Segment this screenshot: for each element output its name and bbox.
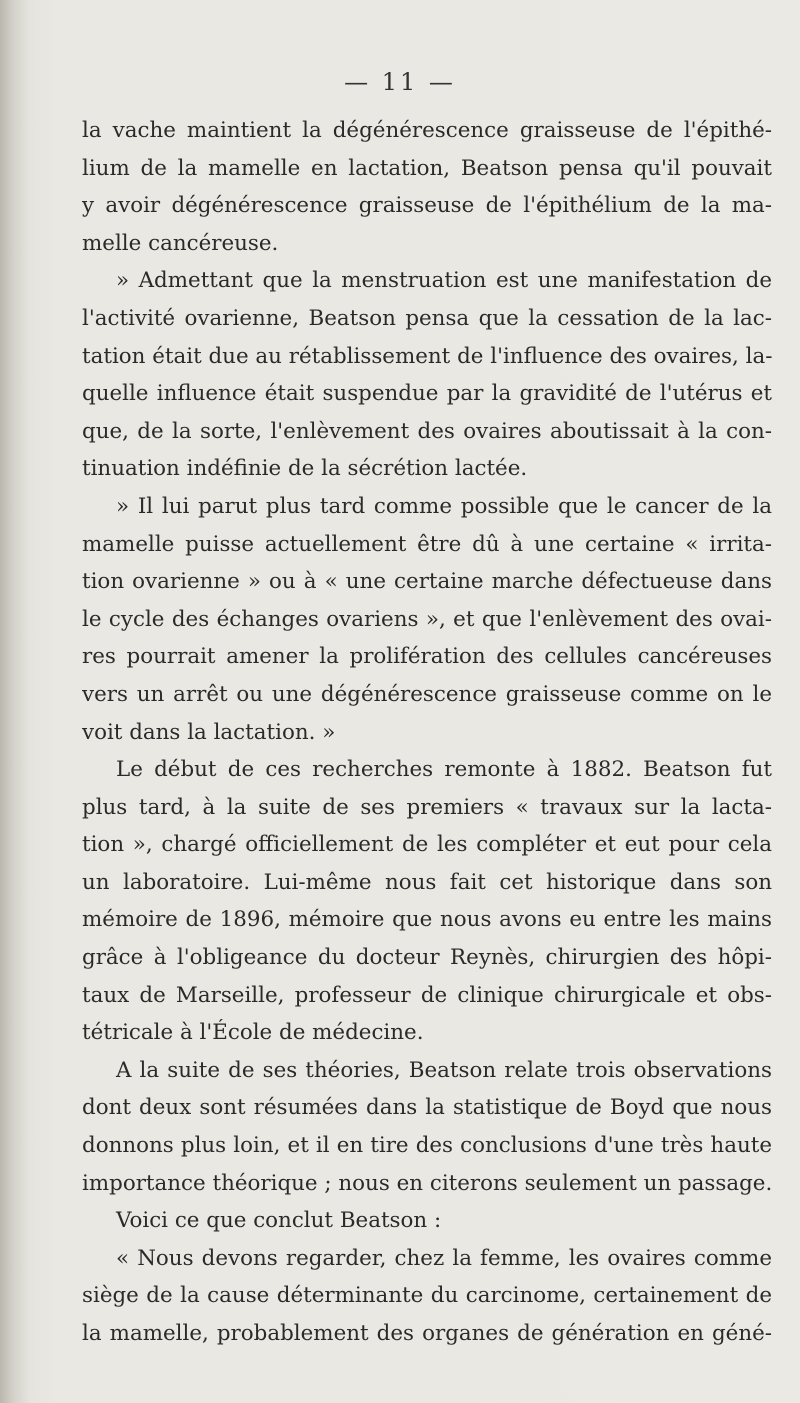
text-line: melle cancéreuse. (82, 230, 279, 256)
text-line: y avoir dégénérescence graisseuse de l'épithélium de la ma- (82, 193, 772, 219)
text-line: le cycle des échanges ovariens », et que l'enlèvement des ovai- (82, 606, 772, 632)
text-line: voit dans la lactation. » (82, 719, 336, 745)
text-line: » Admettant que la menstruation est une manifestation de (116, 268, 772, 294)
text-line: A la suite de ses théories, Beatson relate trois observations (116, 1057, 772, 1083)
text-line: taux de Marseille, professeur de clinique chirurgicale et obs- (82, 982, 772, 1008)
text-line: importance théorique ; nous en citerons seulement un passage. (82, 1170, 772, 1196)
text-line: » Il lui parut plus tard comme possible que le cancer de la (116, 493, 772, 519)
body-text (82, 112, 772, 1353)
text-line: l'activité ovarienne, Beatson pensa que la cessation de la lac- (82, 305, 772, 331)
text-line: res pourrait amener la prolifération des cellules cancéreuses (82, 644, 772, 670)
text-line: « Nous devons regarder, chez la femme, les ovaires comme (116, 1245, 772, 1271)
text-line: que, de la sorte, l'enlèvement des ovaires aboutissait à la con- (82, 418, 772, 444)
text-line: vers un arrêt ou une dégénérescence graisseuse comme on le (82, 681, 772, 707)
text-line: donnons plus loin, et il en tire des conclusions d'une très haute (82, 1133, 772, 1159)
text-line: tion ovarienne » ou à « une certaine marche défectueuse dans (82, 569, 772, 595)
text-line: la mamelle, probablement des organes de génération en géné- (82, 1321, 772, 1346)
text-line: mamelle puisse actuellement être dû à une certaine « irrita- (82, 531, 772, 557)
text-line: tion », chargé officiellement de les compléter et eut pour cela (82, 832, 772, 858)
text-line: mémoire de 1896, mémoire que nous avons eu entre les mains (82, 907, 772, 933)
text-line: Le début de ces recherches remonte à 1882. Beatson fut (116, 757, 772, 783)
text-line: lium de la mamelle en lactation, Beatson pensa qu'il pouvait (82, 155, 772, 181)
text-line: grâce à l'obligeance du docteur Reynès, chirurgien des hôpi- (82, 945, 772, 971)
text-line: tation était due au rétablissement de l'influence des ovaires, la- (82, 343, 772, 369)
text-line: la vache maintient la dégénérescence graisseuse de l'épithé- (82, 118, 772, 143)
text-line: siège de la cause déterminante du carcinome, certainement de (82, 1283, 772, 1309)
text-line: quelle influence était suspendue par la gravidité de l'utérus et (82, 381, 772, 407)
page-number: — 11 — (344, 68, 456, 96)
text-line: dont deux sont résumées dans la statistique de Boyd que nous (82, 1095, 772, 1121)
text-line: tétricale à l'École de médecine. (82, 1020, 424, 1046)
text-line: tinuation indéfinie de la sécrétion lactée. (82, 456, 528, 482)
text-line: un laboratoire. Lui-même nous fait cet historique dans son (82, 869, 772, 895)
text-line: Voici ce que conclut Beatson : (116, 1208, 442, 1234)
text-line: plus tard, à la suite de ses premiers « travaux sur la lacta- (82, 794, 772, 820)
